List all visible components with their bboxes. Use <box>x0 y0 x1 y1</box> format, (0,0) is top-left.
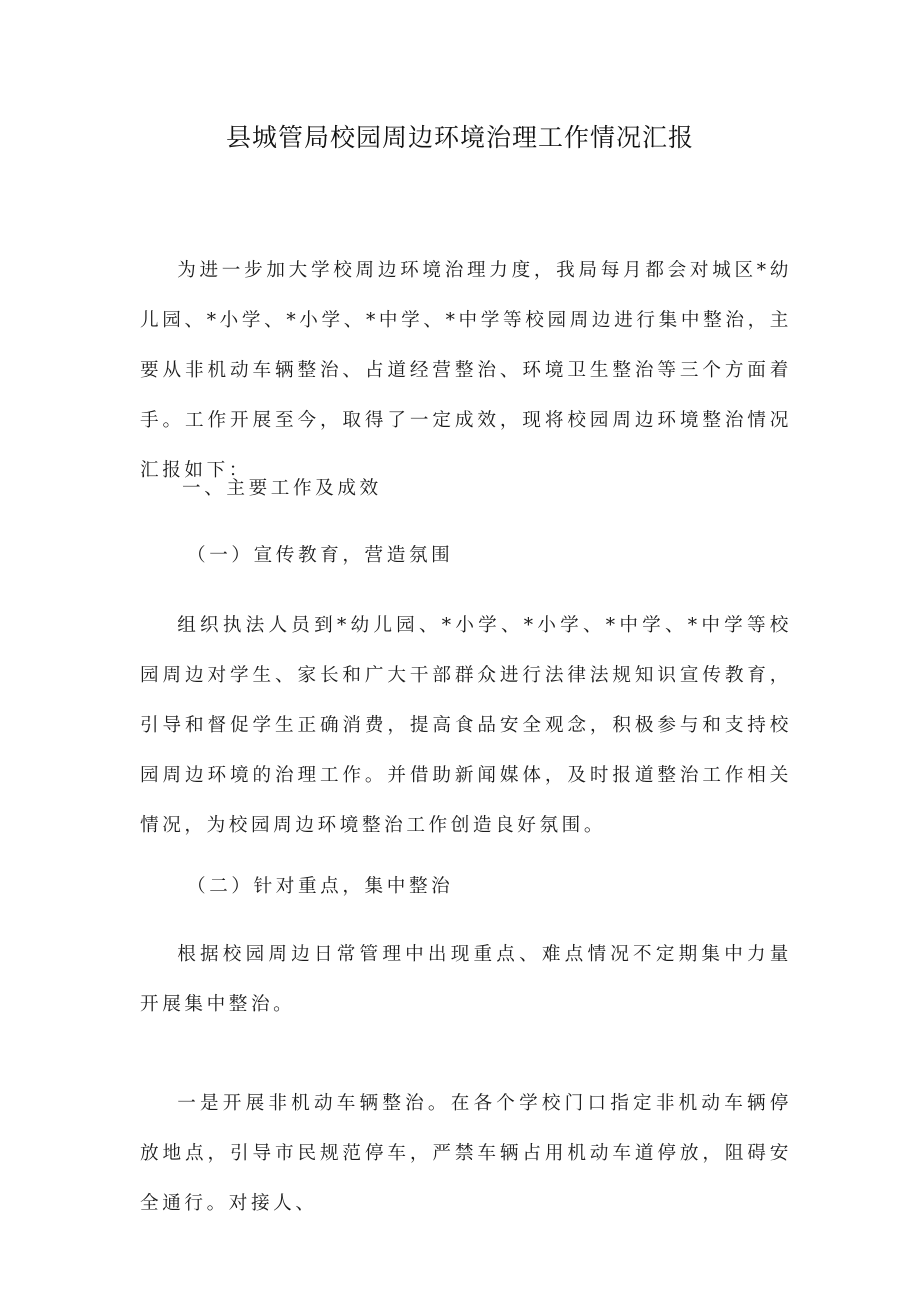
subsection-heading-publicity: （一）宣传教育，营造氛围 <box>187 545 454 566</box>
rectification-paragraph: 根据校园周边日常管理中出现重点、难点情况不定期集中力量开展集中整治。 <box>140 944 792 1015</box>
publicity-paragraph: 组织执法人员到*幼儿园、*小学、*小学、*中学、*中学等校园周边对学生、家长和广大干部群众进行法律法规知识宣传教育，引导和督促学生正确消费，提高食品安全观念，积极参与和支持校园周边环境的治理工作。并借助新闻媒体，及时报道整治工作相关情况，为校园周边环境整治工作创造良好氛围。 <box>140 615 792 836</box>
intro-paragraph: 为进一步加大学校周边环境治理力度，我局每月都会对城区*幼儿园、*小学、*小学、*中学、*中学等校园周边进行集中整治，主要从非机动车辆整治、占道经营整治、环境卫生整治等三个方面着手。工作开展至今，取得了一定成效，现将校园周边环境整治情况汇报如下： <box>140 260 792 481</box>
vehicle-rectification-paragraph: 一是开展非机动车辆整治。在各个学校门口指定非机动车辆停放地点，引导市民规范停车，严禁车辆占用机动车道停放，阻碍安全通行。对接人、 <box>140 1093 792 1214</box>
subsection-heading-rectification: （二）针对重点，集中整治 <box>187 876 454 897</box>
section-heading-main-work: 一、主要工作及成效 <box>182 478 382 499</box>
document-title: 县城管局校园周边环境治理工作情况汇报 <box>225 123 694 152</box>
